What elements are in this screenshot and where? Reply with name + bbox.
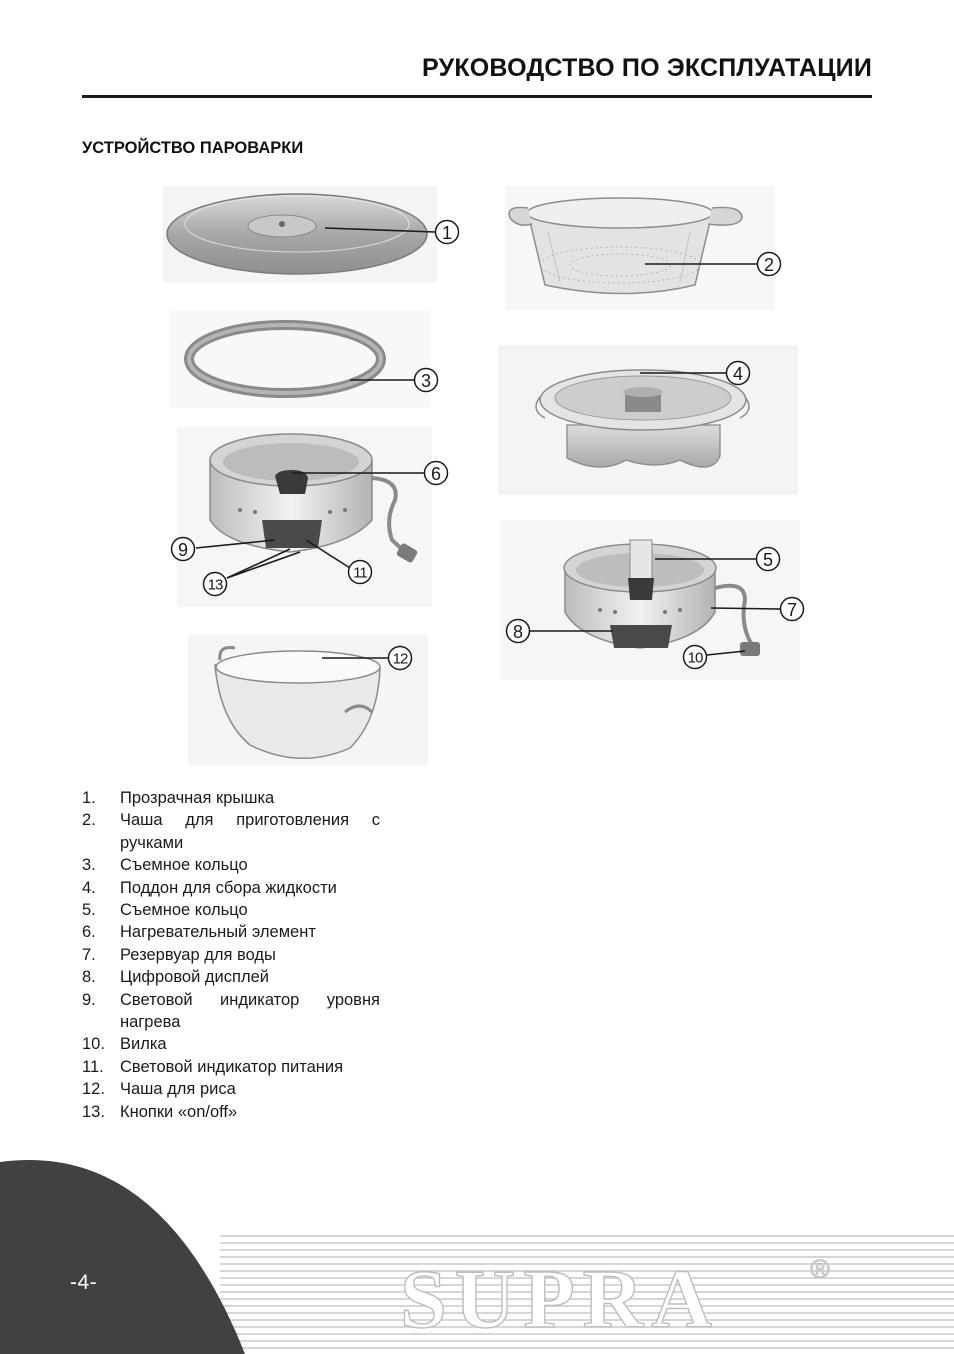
- list-item: 10. Вилка: [82, 1035, 167, 1054]
- callout-6: 6: [430, 464, 442, 484]
- callout-4: 4: [732, 364, 744, 384]
- list-item: 12. Чаша для риса: [82, 1080, 236, 1099]
- callout-7: 7: [786, 600, 798, 620]
- corner-tab: [0, 1160, 245, 1354]
- list-item: 8. Цифровой дисплей: [82, 968, 269, 987]
- registered-mark: ®: [810, 1254, 830, 1284]
- section-title: УСТРОЙСТВО ПАРОВАРКИ: [82, 139, 304, 157]
- brand-logo: SUPRA: [399, 1253, 721, 1346]
- callout-8: 8: [512, 622, 524, 642]
- callout-13: 13: [207, 576, 223, 594]
- list-item: 1. Прозрачная крышка: [82, 789, 275, 807]
- callout-5: 5: [762, 550, 774, 570]
- callout-12: 12: [392, 650, 408, 668]
- callout-11: 11: [353, 564, 367, 582]
- list-item: 9. Световой индикатор уровня нагрева: [82, 990, 380, 1032]
- page-header-title: РУКОВОДСТВО ПО ЭКСПЛУАТАЦИИ: [422, 54, 872, 82]
- callout-1: 1: [441, 223, 453, 243]
- list-item: 4. Поддон для сбора жидкости: [82, 878, 337, 897]
- page-number: -4-: [70, 1271, 98, 1294]
- list-item: 2. Чаша для приготовления с ручками: [82, 811, 380, 852]
- list-item: 5. Съемное кольцо: [82, 901, 248, 920]
- list-item: 7. Резервуар для воды: [82, 945, 276, 964]
- callout-3: 3: [420, 371, 432, 391]
- list-item: 11. Световой индикатор питания: [82, 1057, 344, 1076]
- callout-2: 2: [763, 255, 775, 275]
- list-item: 3. Съемное кольцо: [82, 856, 248, 875]
- callout-9: 9: [177, 540, 189, 560]
- callout-10: 10: [687, 649, 703, 667]
- list-item: 13. Кнопки «on/off»: [82, 1102, 238, 1121]
- list-item: 6. Нагревательный элемент: [82, 923, 316, 942]
